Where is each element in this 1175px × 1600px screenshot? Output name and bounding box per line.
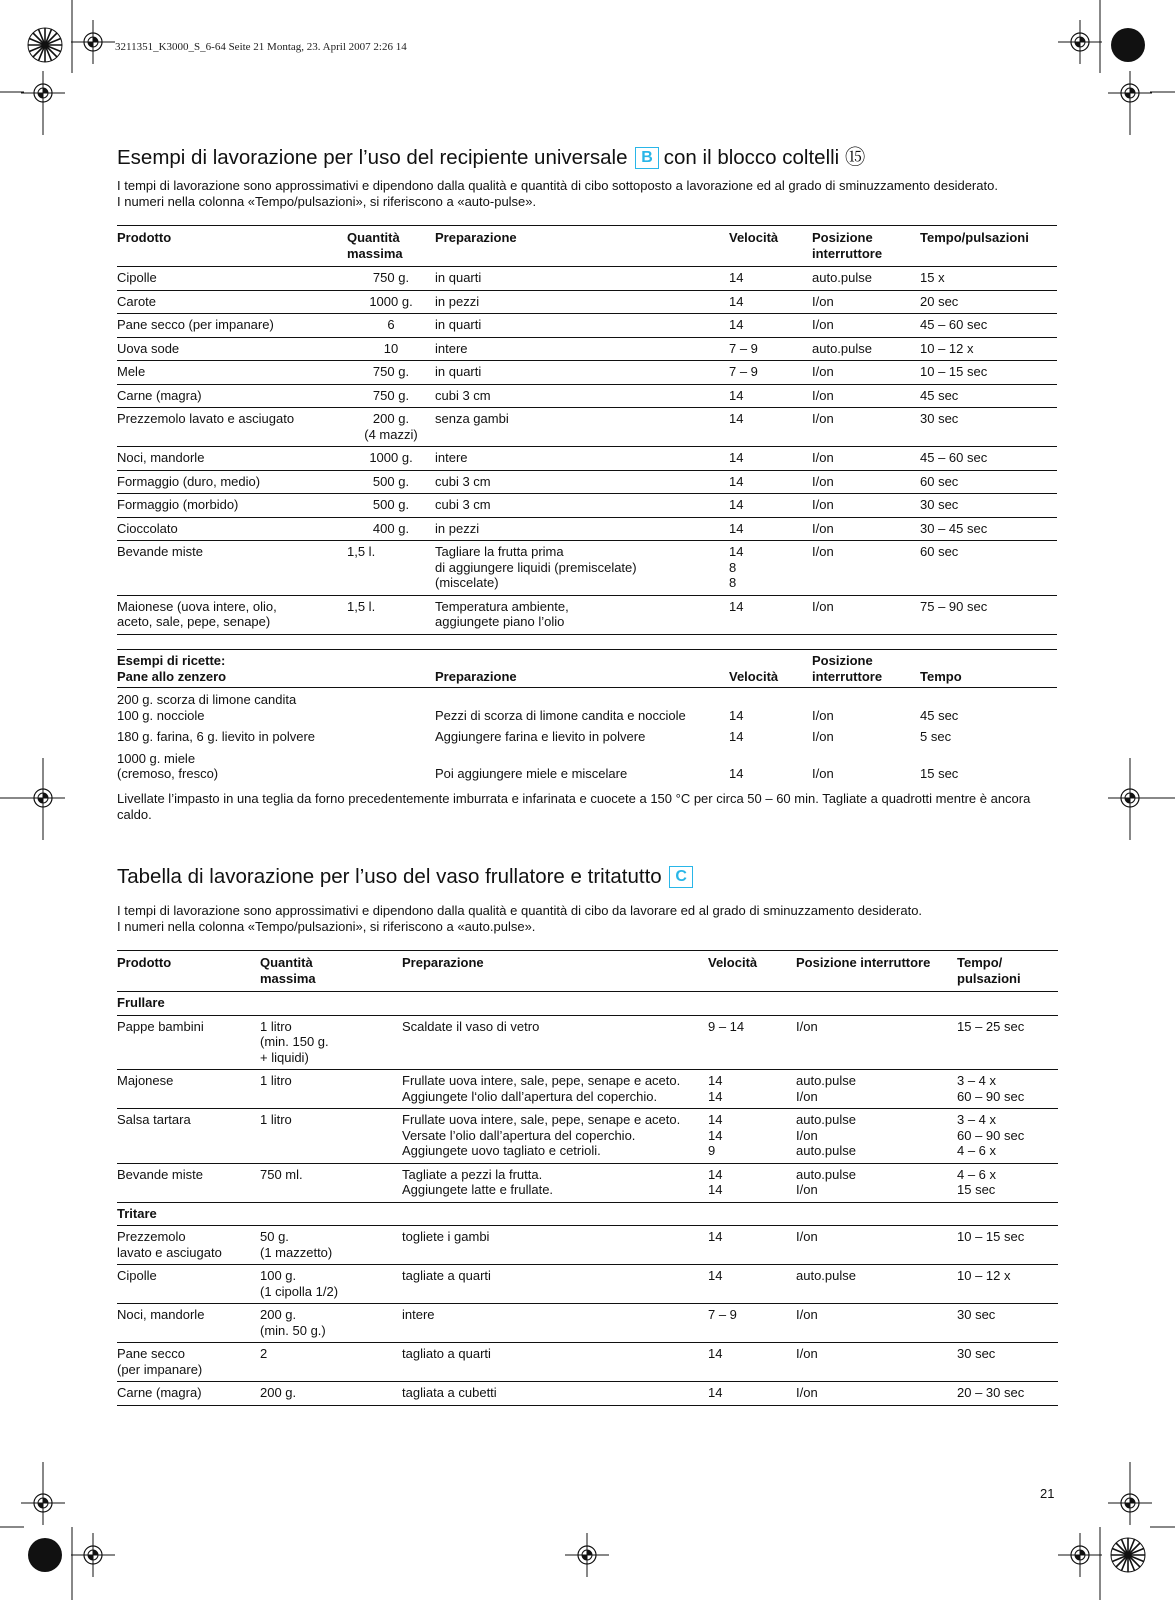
recipe-cell-switch-position: I/on: [812, 766, 834, 781]
cell-preparation: Tagliate a pezzi la frutta. Aggiungete latte e frullate.: [402, 1163, 708, 1202]
recipe-cell-time: 5 sec: [920, 729, 952, 744]
group-frullare: [117, 992, 1058, 1016]
recipe-cell-preparation: Poi aggiungere miele e miscelare: [435, 766, 628, 781]
cell-quantity: 1000 g.: [347, 290, 435, 314]
cell-switch-position: I/on: [812, 290, 920, 314]
recipe-cell-preparation: Aggiungere farina e lievito in polvere: [435, 729, 646, 744]
cell-speed: 14: [729, 290, 812, 314]
cell-switch-position: I/on: [796, 1226, 957, 1265]
cell-time: 20 – 30 sec: [957, 1382, 1058, 1406]
section-b-title-text: Esempi di lavorazione per l’uso del recipiente universale: [117, 146, 628, 169]
cell-speed: 14: [729, 470, 812, 494]
cell-product: Pane secco (per impanare): [117, 1343, 260, 1382]
cell-quantity: 400 g.: [347, 517, 435, 541]
section-c-title: [117, 865, 698, 889]
cell-switch-position: I/on: [812, 384, 920, 408]
cell-product: Prezzemolo lavato e asciugato: [117, 408, 347, 447]
starburst-mark: [28, 28, 62, 62]
cell-product: Prezzemolo lavato e asciugato: [117, 1226, 260, 1265]
cell-speed: 14 14: [708, 1163, 796, 1202]
cell-product: Formaggio (duro, medio): [117, 470, 347, 494]
cell-switch-position: auto.pulse: [812, 267, 920, 291]
solid-dot-mark: [1111, 28, 1145, 62]
recipe-cell-ingredients: 1000 g. miele (cremoso, fresco): [117, 750, 219, 781]
cell-time: 30 sec: [920, 408, 1057, 447]
cell-quantity: 100 g. (1 cipolla 1/2): [260, 1265, 402, 1304]
cell-preparation: Frullate uova intere, sale, pepe, senape e aceto. Aggiungete l‘olio dall’apertura del coperchio.: [402, 1070, 708, 1109]
recipe-cell-switch-position: I/on: [812, 729, 834, 744]
cell-time: 45 – 60 sec: [920, 447, 1057, 471]
cell-time: 60 sec: [920, 470, 1057, 494]
recipe-col-header-time: Tempo: [920, 650, 1057, 688]
recipe-cell-speed: 14: [729, 766, 744, 781]
cell-preparation: senza gambi: [435, 408, 729, 447]
cell-preparation: Temperatura ambiente, aggiungete piano l’olio: [435, 595, 729, 634]
table-row: [117, 1163, 1058, 1202]
cell-switch-position: I/on: [812, 361, 920, 385]
cell-switch-position: I/on: [812, 595, 920, 634]
cell-product: Bevande miste: [117, 1163, 260, 1202]
cell-time: 45 sec: [920, 384, 1057, 408]
col-header-product: Prodotto: [117, 951, 260, 992]
cell-time: 75 – 90 sec: [920, 595, 1057, 634]
col-header-quantity: Quantità massima: [347, 226, 435, 267]
table-row: [117, 1070, 1058, 1109]
cell-speed: 7 – 9: [729, 337, 812, 361]
cell-time: 10 – 12 x: [957, 1265, 1058, 1304]
cell-speed: 7 – 9: [708, 1304, 796, 1343]
cell-time: 30 – 45 sec: [920, 517, 1057, 541]
cell-preparation: tagliato a quarti: [402, 1343, 708, 1382]
table-row: [117, 1265, 1058, 1304]
col-header-speed: Velocità: [708, 951, 796, 992]
recipe-cell-time: 45 sec: [920, 707, 959, 723]
col-header-preparation: Preparazione: [435, 226, 729, 267]
cell-product: Carne (magra): [117, 384, 347, 408]
recipe-cell-speed: 14: [729, 729, 744, 744]
section-b-title: [117, 140, 865, 170]
cell-speed: 14: [708, 1343, 796, 1382]
cell-time: 60 sec: [920, 541, 1057, 596]
cell-product: Cipolle: [117, 1265, 260, 1304]
cell-time: 4 – 6 x 15 sec: [957, 1163, 1058, 1202]
table-row: [117, 337, 1057, 361]
cell-preparation: cubi 3 cm: [435, 494, 729, 518]
cell-quantity: 200 g.: [260, 1382, 402, 1406]
cell-product: Cipolle: [117, 267, 347, 291]
col-header-switch-position: Posizione interruttore: [796, 951, 957, 992]
cell-speed: 14: [729, 494, 812, 518]
table-row: [117, 1109, 1058, 1164]
table-row: [117, 1343, 1058, 1382]
cell-switch-position: I/on: [812, 447, 920, 471]
registration-mark: [1058, 1533, 1102, 1577]
cell-preparation: intere: [435, 447, 729, 471]
cell-product: Salsa tartara: [117, 1109, 260, 1164]
cell-product: Noci, mandorle: [117, 447, 347, 471]
col-header-time: Tempo/ pulsazioni: [957, 951, 1058, 992]
cell-switch-position: I/on: [796, 1382, 957, 1406]
cell-preparation: intere: [402, 1304, 708, 1343]
cell-product: Majonese: [117, 1070, 260, 1109]
cell-speed: 14: [729, 595, 812, 634]
cell-quantity: 50 g. (1 mazzetto): [260, 1226, 402, 1265]
table-row: [117, 541, 1057, 596]
cell-switch-position: auto.pulse I/on: [796, 1163, 957, 1202]
cell-quantity: 6: [347, 314, 435, 338]
cell-quantity: 500 g.: [347, 494, 435, 518]
cell-quantity: 10: [347, 337, 435, 361]
cell-switch-position: I/on: [796, 1343, 957, 1382]
solid-dot-mark: [28, 1538, 62, 1572]
recipe-row: [117, 688, 1057, 726]
cell-speed: 14: [708, 1226, 796, 1265]
cell-time: 10 – 15 sec: [920, 361, 1057, 385]
cell-speed: 14: [729, 408, 812, 447]
cell-product: Uova sode: [117, 337, 347, 361]
cell-preparation: in quarti: [435, 361, 729, 385]
cell-quantity: 1,5 l.: [347, 541, 435, 596]
cell-quantity: 1000 g.: [347, 447, 435, 471]
recipe-cell-ingredients: 180 g. farina, 6 g. lievito in polvere: [117, 729, 316, 744]
cell-switch-position: auto.pulse I/on auto.pulse: [796, 1109, 957, 1164]
cell-product: Maionese (uova intere, olio, aceto, sale, pepe, senape): [117, 595, 347, 634]
cell-preparation: Tagliare la frutta prima di aggiungere liquidi (premiscelate) (miscelate): [435, 541, 729, 596]
cell-product: Pane secco (per impanare): [117, 314, 347, 338]
table-row: [117, 314, 1057, 338]
cell-product: Carne (magra): [117, 1382, 260, 1406]
cell-time: 3 – 4 x 60 – 90 sec: [957, 1070, 1058, 1109]
section-c-title-text: Tabella di lavorazione per l’uso del vaso frullatore e tritatutto: [117, 865, 662, 888]
cell-preparation: Frullate uova intere, sale, pepe, senape e aceto. Versate l’olio dall’apertura del coperchio. Aggiungete uovo tagliato e cetrioli.: [402, 1109, 708, 1164]
cell-preparation: in quarti: [435, 314, 729, 338]
cell-speed: 14: [729, 384, 812, 408]
col-header-product: Prodotto: [117, 226, 347, 267]
cell-switch-position: auto.pulse I/on: [796, 1070, 957, 1109]
cell-switch-position: I/on: [796, 1015, 957, 1070]
cell-speed: 14 14: [708, 1070, 796, 1109]
cell-quantity: 750 ml.: [260, 1163, 402, 1202]
section-b-table: [117, 225, 1057, 635]
cell-preparation: cubi 3 cm: [435, 470, 729, 494]
col-header-preparation: Preparazione: [402, 951, 708, 992]
col-header-switch-position: Posizione interruttore: [812, 226, 920, 267]
cell-speed: 14: [729, 314, 812, 338]
cell-speed: 14 14 9: [708, 1109, 796, 1164]
table-row: [117, 267, 1057, 291]
cell-switch-position: auto.pulse: [796, 1265, 957, 1304]
cell-quantity: 750 g.: [347, 267, 435, 291]
cell-speed: 14: [729, 517, 812, 541]
cell-time: 45 – 60 sec: [920, 314, 1057, 338]
table-row: [117, 447, 1057, 471]
cell-speed: 14: [729, 447, 812, 471]
cell-quantity: 2: [260, 1343, 402, 1382]
cell-speed: 7 – 9: [729, 361, 812, 385]
recipe-col-header-ingredients: Esempi di ricette: Pane allo zenzero: [117, 650, 435, 688]
cell-speed: 14 8 8: [729, 541, 812, 596]
col-header-speed: Velocità: [729, 226, 812, 267]
section-b-title-suffix: con il blocco coltelli ⑮: [663, 146, 866, 169]
cell-preparation: Scaldate il vaso di vetro: [402, 1015, 708, 1070]
page-number: 21: [1040, 1486, 1055, 1501]
col-header-time: Tempo/pulsazioni: [920, 226, 1057, 267]
cell-time: 15 – 25 sec: [957, 1015, 1058, 1070]
table-row: [117, 470, 1057, 494]
recipe-cell-time: 15 sec: [920, 766, 959, 781]
recipe-note: Livellate l’impasto in una teglia da forno precedentemente imburrata e infarinata e cuocete a 150 °C per circa 50 – 60 min. Tagliate a quadrotti mentre è ancora caldo.: [117, 791, 1031, 822]
cell-quantity: 200 g. (min. 50 g.): [260, 1304, 402, 1343]
cell-quantity: 1 litro: [260, 1070, 402, 1109]
starburst-mark: [1111, 1538, 1145, 1572]
table-row: [117, 517, 1057, 541]
recipe-col-header-speed: Velocità: [729, 650, 812, 688]
cell-switch-position: I/on: [812, 408, 920, 447]
cell-speed: 14: [708, 1265, 796, 1304]
section-b-intro: I tempi di lavorazione sono approssimativi e dipendono dalla qualità e quantità di cibo sottoposto a lavorazione ed al grado di sminuzzamento desiderato. I numeri nella colonna «Tempo/pulsazioni», si riferiscono a «auto-pulse».: [117, 178, 998, 209]
cell-product: Pappe bambini: [117, 1015, 260, 1070]
table-row: [117, 595, 1057, 634]
cell-time: 30 sec: [957, 1304, 1058, 1343]
table-row: [117, 1382, 1058, 1406]
cell-speed: 14: [708, 1382, 796, 1406]
cell-time: 20 sec: [920, 290, 1057, 314]
cell-switch-position: I/on: [812, 494, 920, 518]
registration-mark: [71, 1533, 115, 1577]
cell-quantity: 500 g.: [347, 470, 435, 494]
cell-product: Bevande miste: [117, 541, 347, 596]
section-c-intro: I tempi di lavorazione sono approssimativi e dipendono dalla qualità e quantità di cibo da lavorare ed al grado di sminuzzamento desiderato. I numeri nella colonna «Tempo/pulsazioni», si riferiscono a «auto.pulse».: [117, 903, 923, 934]
cell-product: Noci, mandorle: [117, 1304, 260, 1343]
recipe-cell-speed: 14: [729, 707, 744, 723]
recipe-cell-preparation: Pezzi di scorza di limone candita e nocciole: [435, 707, 686, 723]
cell-quantity: 1,5 l.: [347, 595, 435, 634]
cell-switch-position: I/on: [812, 541, 920, 596]
cell-speed: 14: [729, 267, 812, 291]
table-row: [117, 1226, 1058, 1265]
group-tritare: [117, 1202, 1058, 1226]
cell-quantity: 200 g. (4 mazzi): [347, 408, 435, 447]
cell-preparation: tagliata a cubetti: [402, 1382, 708, 1406]
cell-switch-position: I/on: [812, 314, 920, 338]
recipe-col-header-switch-position: Posizione interruttore: [812, 650, 920, 688]
col-header-quantity: Quantità massima: [260, 951, 402, 992]
cell-product: Mele: [117, 361, 347, 385]
cell-time: 30 sec: [957, 1343, 1058, 1382]
recipe-row: [117, 747, 1057, 784]
section-b-letter-badge: B: [635, 147, 659, 169]
table-row: [117, 361, 1057, 385]
table-row: [117, 290, 1057, 314]
recipe-cell-switch-position: I/on: [812, 707, 834, 723]
cell-product: Cioccolato: [117, 517, 347, 541]
table-row: [117, 384, 1057, 408]
section-c-table: [117, 950, 1058, 1406]
cell-quantity: 1 litro: [260, 1109, 402, 1164]
cell-preparation: in pezzi: [435, 290, 729, 314]
cell-preparation: in quarti: [435, 267, 729, 291]
recipe-cell-ingredients: 200 g. scorza di limone candita 100 g. nocciole: [117, 692, 297, 723]
cell-product: Carote: [117, 290, 347, 314]
print-header: 3211351_K3000_S_6-64 Seite 21 Montag, 23. April 2007 2:26 14: [115, 41, 407, 53]
table-row: [117, 1015, 1058, 1070]
cell-switch-position: I/on: [796, 1304, 957, 1343]
group-frullare-label: Frullare: [117, 992, 1058, 1016]
cell-switch-position: I/on: [812, 517, 920, 541]
registration-mark: [1058, 20, 1102, 64]
recipe-table: [117, 649, 1057, 784]
cell-switch-position: I/on: [812, 470, 920, 494]
cell-switch-position: auto.pulse: [812, 337, 920, 361]
recipe-row: [117, 725, 1057, 747]
table-row: [117, 1304, 1058, 1343]
cell-preparation: in pezzi: [435, 517, 729, 541]
cell-time: 15 x: [920, 267, 1057, 291]
registration-mark: [71, 20, 115, 64]
recipe-col-header-preparation: Preparazione: [435, 650, 729, 688]
table-row: [117, 408, 1057, 447]
cell-preparation: tagliate a quarti: [402, 1265, 708, 1304]
cell-product: Formaggio (morbido): [117, 494, 347, 518]
table-row: [117, 494, 1057, 518]
cell-time: 10 – 12 x: [920, 337, 1057, 361]
cell-speed: 9 – 14: [708, 1015, 796, 1070]
cell-time: 10 – 15 sec: [957, 1226, 1058, 1265]
group-tritare-label: Tritare: [117, 1202, 1058, 1226]
registration-mark: [565, 1533, 609, 1577]
cell-quantity: 750 g.: [347, 384, 435, 408]
cell-preparation: intere: [435, 337, 729, 361]
section-c-letter-badge: C: [669, 866, 693, 888]
cell-quantity: 1 litro (min. 150 g. + liquidi): [260, 1015, 402, 1070]
cell-preparation: togliete i gambi: [402, 1226, 708, 1265]
cell-time: 30 sec: [920, 494, 1057, 518]
cell-quantity: 750 g.: [347, 361, 435, 385]
cell-time: 3 – 4 x 60 – 90 sec 4 – 6 x: [957, 1109, 1058, 1164]
cell-preparation: cubi 3 cm: [435, 384, 729, 408]
